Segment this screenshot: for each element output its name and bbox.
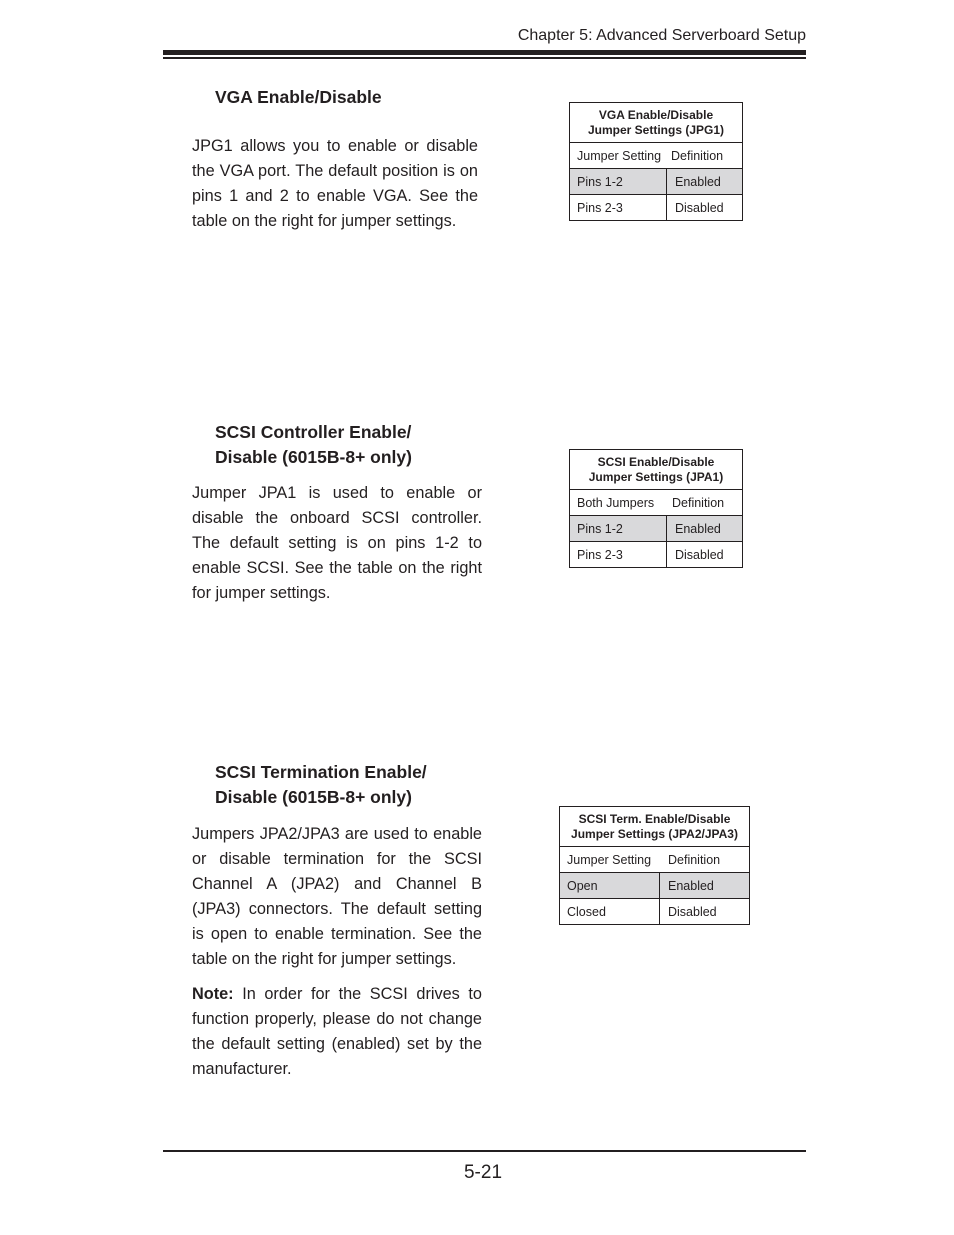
cell-setting: Pins 2-3: [570, 195, 667, 220]
vga-jumper-table: [569, 102, 743, 221]
scsi-controller-body: Jumper JPA1 is used to enable or disable the onboard SCSI controller. The default setting is on pins 1-2 to enable SCSI. See the table on the right for jumper settings.: [192, 484, 482, 602]
cell-definition: Enabled: [675, 521, 721, 536]
note-label: Note:: [192, 985, 234, 1003]
header-rule: [163, 50, 806, 55]
cell-setting: Closed: [560, 899, 660, 924]
table-header-row: [560, 847, 749, 872]
scsi-controller-jumper-table: [569, 449, 743, 568]
vga-body: JPG1 allows you to enable or disable the VGA port. The default position is on pins 1 and 2 to enable VGA. See the table on the right for jumper settings.: [192, 137, 478, 230]
cell-setting: Open: [560, 873, 660, 898]
caption-line: SCSI Term. Enable/Disable: [578, 812, 731, 826]
caption-line: Jumper Settings (JPA2/JPA3): [571, 827, 738, 841]
cell-definition: Disabled: [668, 904, 717, 919]
table-row: [560, 872, 749, 898]
col-header-definition: Definition: [672, 495, 725, 510]
table-caption: [560, 807, 749, 847]
col-header-setting: Both Jumpers: [577, 495, 655, 510]
cell-setting: Pins 1-2: [570, 516, 667, 541]
caption-line: SCSI Enable/Disable: [597, 455, 715, 469]
scsi-termination-heading: [215, 760, 427, 810]
heading-line: Disable (6015B-8+ only): [215, 787, 412, 807]
scsi-termination-body: Jumpers JPA2/JPA3 are used to enable or disable termination for the SCSI Channel A (JPA2) and Channel B (JPA3) connectors. The default setting is open to enable termination. See the table on the right for jumper settings.: [192, 825, 482, 968]
page-number: 5-21: [463, 1162, 503, 1183]
caption-line: VGA Enable/Disable: [598, 108, 714, 122]
scsi-termination-jumper-table: [559, 806, 750, 925]
table-row: [570, 194, 742, 220]
table-header-row: [570, 490, 742, 515]
table-row: [570, 168, 742, 194]
chapter-title: Chapter 5: Advanced Serverboard Setup: [517, 27, 806, 44]
cell-setting: Pins 2-3: [570, 542, 667, 567]
table-row: [570, 515, 742, 541]
vga-heading: VGA Enable/Disable: [215, 87, 382, 107]
table-row: [570, 541, 742, 567]
table-header-row: [570, 143, 742, 168]
caption-line: Jumper Settings (JPA1): [588, 470, 724, 484]
col-header-definition: Definition: [668, 852, 721, 867]
cell-definition: Enabled: [668, 878, 714, 893]
cell-definition: Disabled: [675, 547, 724, 562]
cell-definition: Enabled: [675, 174, 721, 189]
col-header-setting: Jumper Setting: [567, 852, 652, 867]
heading-line: Disable (6015B-8+ only): [215, 447, 412, 467]
col-header-definition: Definition: [671, 148, 724, 163]
scsi-controller-heading: [215, 420, 412, 470]
note-text: In order for the SCSI drives to function properly, please do not change the default setting (enabled) set by the manufacturer.: [192, 985, 482, 1078]
col-header-setting: Jumper Setting: [577, 148, 662, 163]
footer-rule: [163, 1150, 806, 1152]
caption-line: Jumper Settings (JPG1): [587, 123, 725, 137]
heading-line: SCSI Termination Enable/: [215, 762, 427, 782]
table-caption: [570, 103, 742, 143]
header-rule-thin: [163, 57, 806, 59]
cell-setting: Pins 1-2: [570, 169, 667, 194]
scsi-termination-note: [192, 982, 482, 1082]
table-row: [560, 898, 749, 924]
heading-line: SCSI Controller Enable/: [215, 422, 412, 442]
table-caption: [570, 450, 742, 490]
cell-definition: Disabled: [675, 200, 724, 215]
